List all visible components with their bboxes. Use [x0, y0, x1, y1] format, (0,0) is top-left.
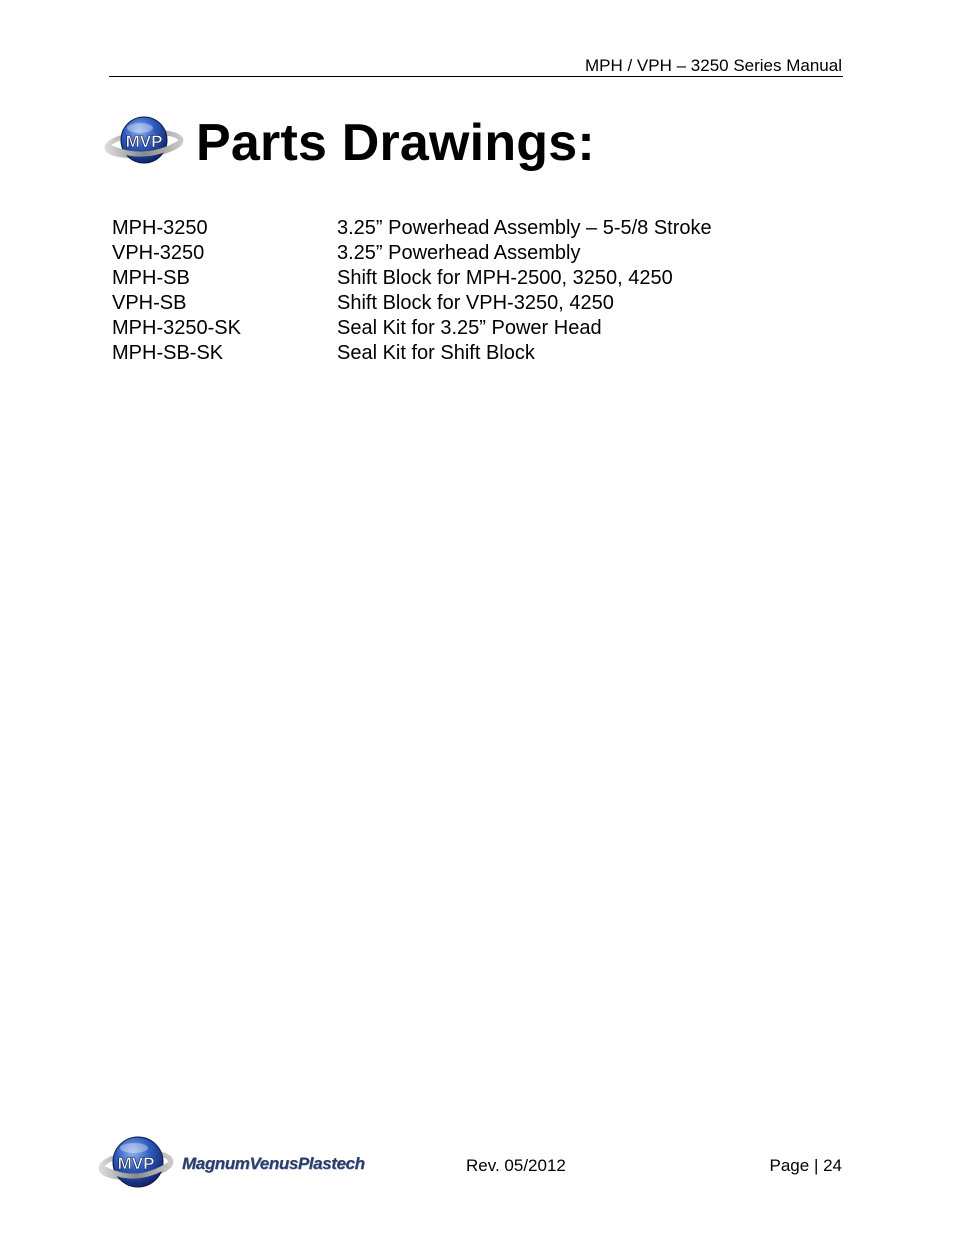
- part-description: 3.25” Powerhead Assembly – 5-5/8 Stroke: [337, 217, 712, 239]
- header-divider: [109, 76, 843, 77]
- list-item: [112, 216, 832, 241]
- part-number: MPH-SB-SK: [112, 342, 224, 364]
- page-title: Parts Drawings:: [196, 114, 595, 172]
- mvp-logo-icon: [104, 114, 184, 168]
- page-number: Page | 24: [769, 1156, 842, 1175]
- list-item: [112, 241, 832, 266]
- part-description: Seal Kit for 3.25” Power Head: [337, 317, 602, 339]
- footer-mvp-logo-icon: [98, 1131, 174, 1193]
- part-number: VPH-SB: [112, 292, 187, 314]
- revision-date: Rev. 05/2012: [466, 1156, 566, 1175]
- list-item: [112, 341, 832, 366]
- part-number: VPH-3250: [112, 242, 205, 264]
- part-description: 3.25” Powerhead Assembly: [337, 242, 581, 264]
- title-logo-text: MVP: [125, 132, 163, 151]
- parts-list: [112, 216, 832, 366]
- footer-logo-text: MVP: [117, 1154, 155, 1173]
- list-item: [112, 291, 832, 316]
- part-number: MPH-3250-SK: [112, 317, 241, 339]
- part-number: MPH-SB: [112, 267, 190, 289]
- manual-title: MPH / VPH – 3250 Series Manual: [584, 56, 842, 75]
- list-item: [112, 316, 832, 341]
- part-number: MPH-3250: [112, 217, 208, 239]
- part-description: Seal Kit for Shift Block: [337, 342, 535, 364]
- part-description: Shift Block for MPH-2500, 3250, 4250: [337, 267, 673, 289]
- company-name: MagnumVenusPlastech: [182, 1154, 365, 1173]
- list-item: [112, 266, 832, 291]
- part-description: Shift Block for VPH-3250, 4250: [337, 292, 614, 314]
